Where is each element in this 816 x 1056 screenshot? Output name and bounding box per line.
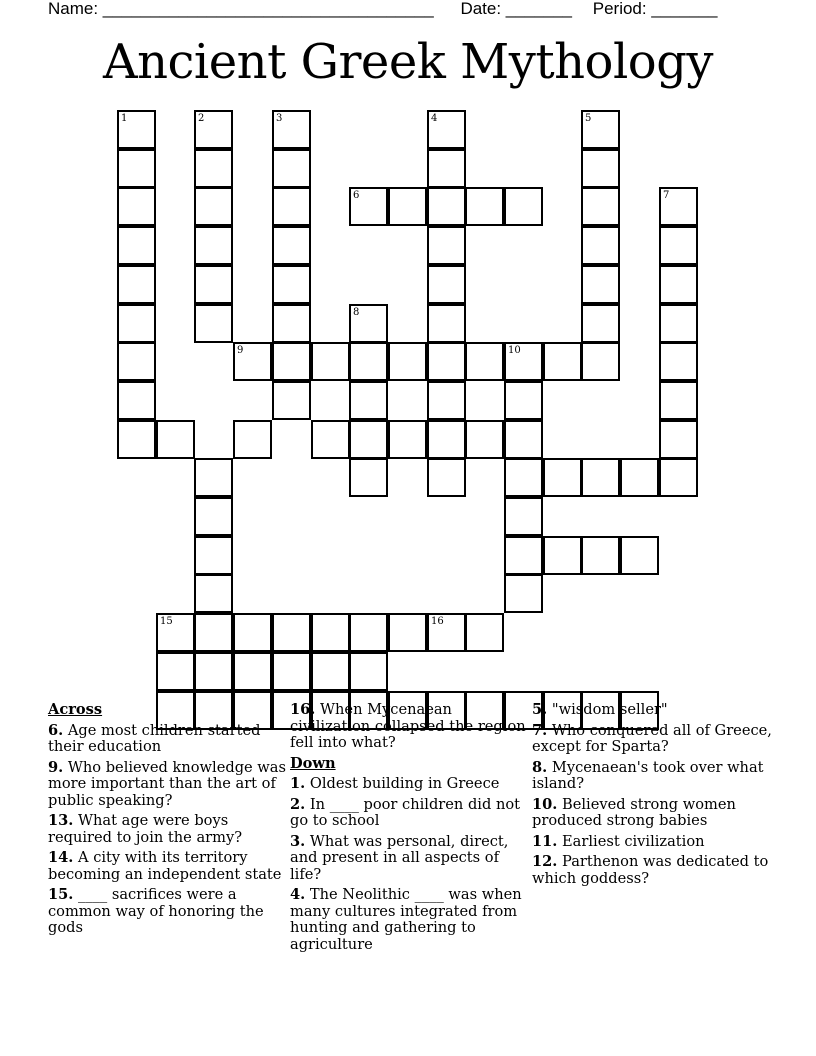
grid-cell[interactable]: [620, 536, 659, 575]
grid-cell[interactable]: [117, 304, 156, 343]
across-clue-15: [48, 887, 286, 937]
name-field[interactable]: Name: ___________________________________: [48, 0, 434, 18]
clue-number: 9.: [48, 758, 64, 776]
grid-cell[interactable]: [465, 187, 504, 226]
period-field[interactable]: Period: _______: [592, 0, 718, 18]
clue-number: 1.: [290, 775, 306, 792]
grid-cell[interactable]: [659, 420, 698, 459]
clue-text: ____ sacrifices were a common way of honoring the gods: [48, 886, 264, 936]
grid-cell[interactable]: [427, 187, 466, 226]
grid-cell[interactable]: [388, 420, 427, 459]
grid-cell[interactable]: [194, 149, 233, 188]
cell-number: 7: [663, 190, 670, 201]
grid-cell[interactable]: [311, 342, 350, 381]
grid-cell[interactable]: [156, 613, 195, 652]
grid-cell[interactable]: [349, 420, 388, 459]
grid-cell[interactable]: [427, 420, 466, 459]
grid-cell[interactable]: [427, 342, 466, 381]
grid-cell[interactable]: [543, 536, 582, 575]
down-clue-3: [290, 834, 528, 884]
grid-cell[interactable]: [272, 381, 311, 420]
grid-cell[interactable]: [388, 613, 427, 652]
grid-cell[interactable]: [272, 613, 311, 652]
clue-number: 11.: [532, 832, 558, 850]
grid-cell[interactable]: [388, 342, 427, 381]
grid-cell[interactable]: [427, 613, 466, 652]
grid-cell[interactable]: [272, 149, 311, 188]
clue-number: 10.: [532, 795, 558, 813]
clues-column-3: [532, 702, 772, 891]
cell-number: 6: [353, 190, 360, 201]
grid-cell[interactable]: [504, 420, 543, 459]
clue-number: 8.: [532, 758, 548, 776]
grid-cell[interactable]: [581, 110, 620, 149]
clue-number: 12.: [532, 853, 558, 870]
grid-cell[interactable]: [465, 342, 504, 381]
clue-number: 13.: [48, 812, 74, 829]
clue-text: Parthenon was dedicated to which goddess?: [532, 853, 769, 887]
grid-cell[interactable]: [427, 226, 466, 265]
cell-number: 10: [508, 345, 521, 356]
grid-cell[interactable]: [311, 613, 350, 652]
grid-cell[interactable]: [233, 613, 272, 652]
clue-number: 7.: [532, 721, 548, 739]
grid-cell[interactable]: [233, 420, 272, 459]
grid-cell[interactable]: [504, 381, 543, 420]
cell-number: 3: [276, 113, 283, 124]
grid-cell[interactable]: [581, 304, 620, 343]
clue-text: Believed strong women produced strong babies: [532, 795, 736, 829]
cell-number: 15: [160, 616, 173, 627]
clue-text: Who conquered all of Greece, except for Sparta?: [532, 721, 772, 755]
clue-number: 16.: [290, 701, 316, 718]
grid-cell[interactable]: [194, 536, 233, 575]
cell-number: 8: [353, 307, 360, 318]
grid-cell[interactable]: [272, 342, 311, 381]
grid-cell[interactable]: [659, 381, 698, 420]
grid-cell[interactable]: [349, 652, 388, 691]
clue-text: The Neolithic ____ was when many cultures integrated from hunting and gathering to agriculture: [290, 886, 522, 953]
across-clue-16: [290, 702, 528, 752]
clue-text: Earliest civilization: [562, 832, 705, 850]
down-clue-11: [532, 834, 772, 851]
grid-cell[interactable]: [272, 226, 311, 265]
grid-cell[interactable]: [194, 187, 233, 226]
across-clue-14: [48, 850, 286, 883]
grid-cell[interactable]: [581, 536, 620, 575]
down-clue-1: [290, 776, 528, 793]
grid-cell[interactable]: [659, 265, 698, 304]
grid-cell[interactable]: [272, 265, 311, 304]
clue-number: 4.: [290, 886, 306, 903]
across-clue-13: [48, 813, 286, 846]
cell-number: 5: [585, 113, 592, 124]
across-heading: Across: [48, 701, 103, 718]
clues-column-2: [290, 702, 528, 957]
clue-number: 15.: [48, 886, 74, 903]
grid-cell[interactable]: [117, 187, 156, 226]
grid-cell[interactable]: [427, 304, 466, 343]
grid-cell[interactable]: [194, 497, 233, 536]
clue-text: When Mycenaean civilization collapsed the region fell into what?: [290, 701, 526, 751]
down-clue-8: [532, 760, 772, 793]
across-clue-9: [48, 760, 286, 810]
grid-cell[interactable]: [581, 226, 620, 265]
grid-cell[interactable]: [194, 110, 233, 149]
grid-cell[interactable]: [311, 652, 350, 691]
grid-cell[interactable]: [504, 458, 543, 497]
grid-cell[interactable]: [349, 187, 388, 226]
clue-text: What age were boys required to join the army?: [48, 812, 243, 846]
grid-cell[interactable]: [504, 342, 543, 381]
grid-cell[interactable]: [543, 342, 582, 381]
cell-number: 4: [431, 113, 438, 124]
grid-cell[interactable]: [504, 536, 543, 575]
grid-cell[interactable]: [659, 187, 698, 226]
grid-cell[interactable]: [504, 497, 543, 536]
grid-cell[interactable]: [543, 458, 582, 497]
grid-cell[interactable]: [117, 110, 156, 149]
grid-cell[interactable]: [156, 420, 195, 459]
grid-cell[interactable]: [465, 613, 504, 652]
grid-cell[interactable]: [117, 381, 156, 420]
page-title: Ancient Greek Mythology: [102, 34, 714, 90]
grid-cell[interactable]: [233, 652, 272, 691]
grid-cell[interactable]: [659, 304, 698, 343]
cell-number: 16: [431, 616, 444, 627]
clue-number: 2.: [290, 795, 306, 813]
grid-cell[interactable]: [581, 265, 620, 304]
grid-cell[interactable]: [427, 458, 466, 497]
grid-cell[interactable]: [349, 342, 388, 381]
grid-cell[interactable]: [194, 458, 233, 497]
down-clue-4: [290, 887, 528, 953]
grid-cell[interactable]: [272, 110, 311, 149]
grid-cell[interactable]: [194, 226, 233, 265]
grid-cell[interactable]: [620, 458, 659, 497]
grid-cell[interactable]: [349, 304, 388, 343]
grid-cell[interactable]: [117, 265, 156, 304]
down-clue-10: [532, 797, 772, 830]
clue-text: Age most children started their education: [48, 721, 261, 755]
down-clue-7: [532, 723, 772, 756]
grid-cell[interactable]: [581, 187, 620, 226]
grid-cell[interactable]: [311, 420, 350, 459]
grid-cell[interactable]: [349, 381, 388, 420]
grid-cell[interactable]: [349, 458, 388, 497]
down-heading: Down: [290, 754, 336, 772]
grid-cell[interactable]: [272, 652, 311, 691]
grid-cell[interactable]: [117, 149, 156, 188]
grid-cell[interactable]: [194, 265, 233, 304]
grid-cell[interactable]: [194, 574, 233, 613]
grid-cell[interactable]: [581, 458, 620, 497]
grid-cell[interactable]: [194, 304, 233, 343]
down-clue-12: [532, 854, 772, 887]
grid-cell[interactable]: [272, 304, 311, 343]
grid-cell[interactable]: [659, 226, 698, 265]
cell-number: 2: [198, 113, 205, 124]
grid-cell[interactable]: [194, 652, 233, 691]
down-clue-5: [532, 702, 772, 719]
clue-text: Mycenaean's took over what island?: [532, 758, 764, 792]
clue-text: "wisdom seller": [551, 701, 668, 718]
grid-cell[interactable]: [659, 342, 698, 381]
grid-cell[interactable]: [427, 149, 466, 188]
clue-number: 3.: [290, 832, 306, 850]
grid-cell[interactable]: [427, 110, 466, 149]
grid-cell[interactable]: [349, 613, 388, 652]
clue-text: In ____ poor children did not go to school: [290, 795, 520, 829]
grid-cell[interactable]: [504, 574, 543, 613]
grid-cell[interactable]: [117, 226, 156, 265]
grid-cell[interactable]: [272, 187, 311, 226]
grid-cell[interactable]: [659, 458, 698, 497]
grid-cell[interactable]: [388, 187, 427, 226]
grid-cell[interactable]: [504, 187, 543, 226]
grid-cell[interactable]: [233, 342, 272, 381]
clue-text: Oldest building in Greece: [309, 775, 500, 792]
clues-column-1: [48, 702, 286, 941]
clue-number: 5.: [532, 701, 548, 718]
clue-text: What was personal, direct, and present in all aspects of life?: [290, 832, 509, 883]
grid-cell[interactable]: [156, 652, 195, 691]
grid-cell[interactable]: [117, 342, 156, 381]
down-clue-2: [290, 797, 528, 830]
clue-text: A city with its territory becoming an independent state: [48, 849, 282, 883]
grid-cell[interactable]: [465, 420, 504, 459]
grid-cell[interactable]: [581, 342, 620, 381]
cell-number: 1: [121, 113, 128, 124]
clue-number: 14.: [48, 849, 74, 866]
cell-number: 9: [237, 345, 244, 356]
grid-cell[interactable]: [581, 149, 620, 188]
grid-cell[interactable]: [194, 613, 233, 652]
date-field[interactable]: Date: _______: [460, 0, 572, 18]
grid-cell[interactable]: [117, 420, 156, 459]
clue-text: Who believed knowledge was more important than the art of public speaking?: [48, 758, 286, 809]
clue-number: 6.: [48, 721, 64, 739]
across-clue-6: [48, 723, 286, 756]
grid-cell[interactable]: [427, 265, 466, 304]
grid-cell[interactable]: [427, 381, 466, 420]
